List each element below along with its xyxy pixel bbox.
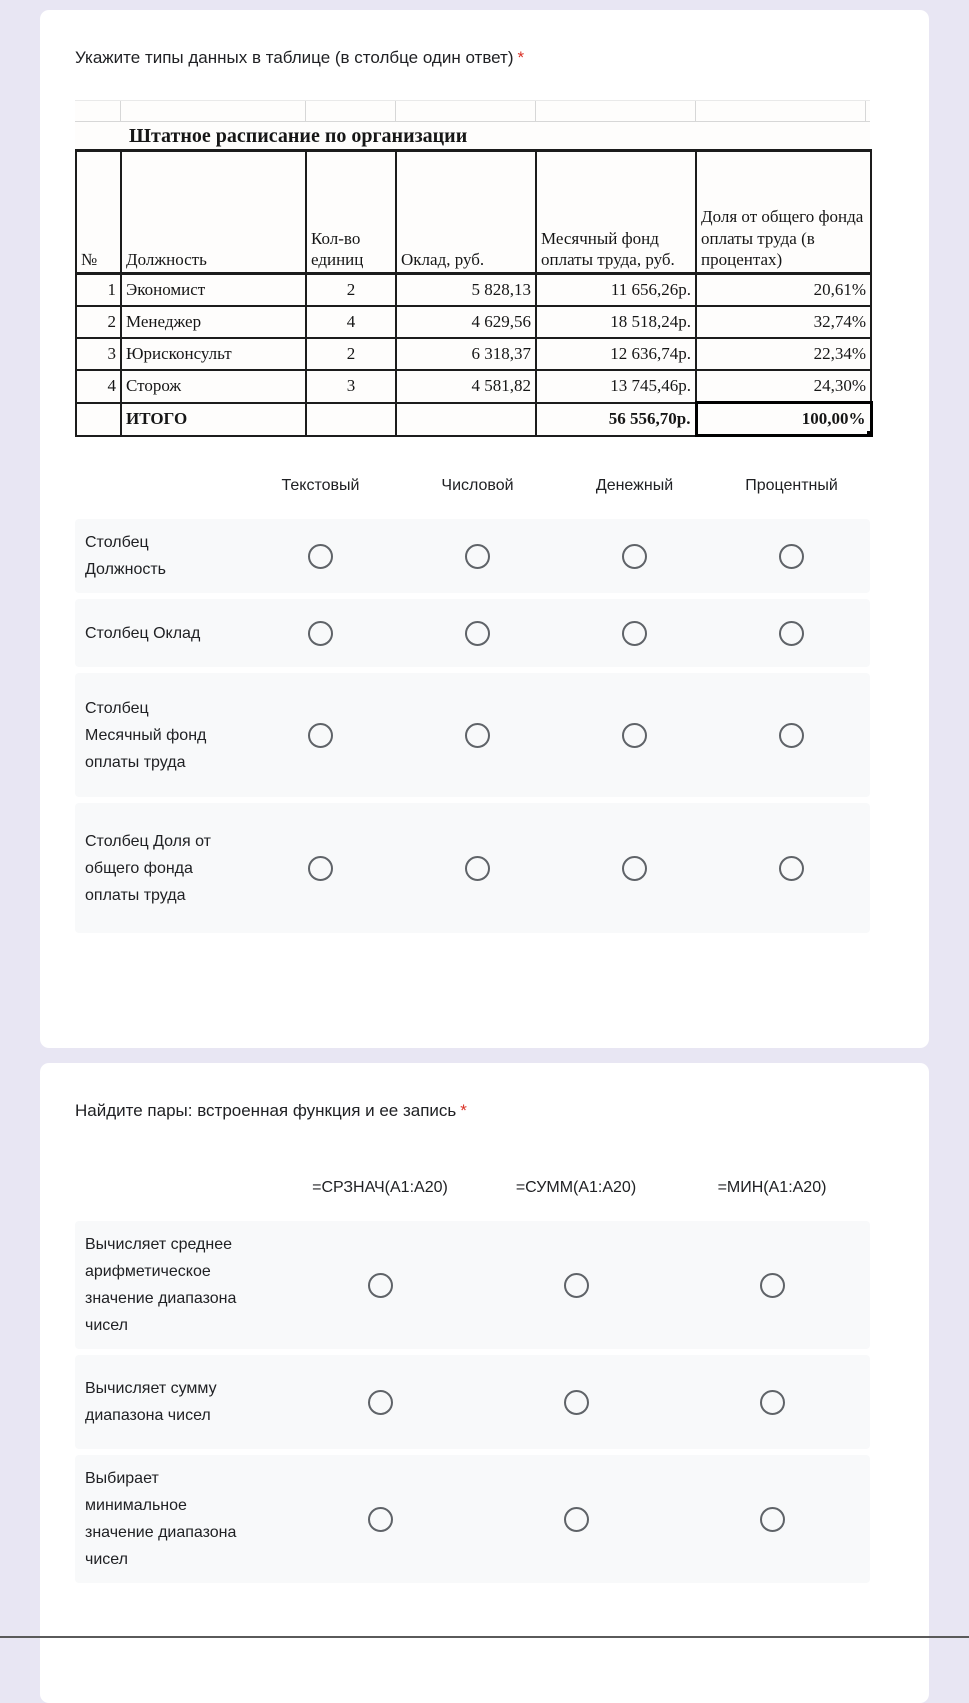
grid-row [75, 1221, 870, 1349]
cell: 4 [306, 306, 396, 338]
cell: 18 518,24р. [536, 306, 696, 338]
grid-col-header: =СРЗНАЧ(A1:A20) [312, 1179, 448, 1196]
table-row [76, 306, 871, 338]
grid-row [75, 599, 870, 667]
cell: 13 745,46р. [536, 370, 696, 403]
spreadsheet-gridline-strip [75, 100, 870, 122]
q2-radio-row1-col0[interactable] [368, 1390, 393, 1415]
cell: 32,74% [696, 306, 871, 338]
cell: 2 [306, 274, 396, 307]
col-header: № [76, 151, 121, 274]
q1-radio-row3-col3[interactable] [779, 856, 804, 881]
grid-col-header: Текстовый [281, 477, 360, 494]
cell: 20,61% [696, 274, 871, 307]
cell [76, 403, 121, 436]
cell: 22,34% [696, 338, 871, 370]
grid-row-label: Столбец Месячный фонд оплаты труда [85, 699, 207, 771]
total-label: ИТОГО [121, 403, 306, 436]
q2-radio-row0-col1[interactable] [564, 1273, 589, 1298]
q1-radio-row1-col2[interactable] [622, 621, 647, 646]
grid-rows [75, 519, 870, 933]
cell: Юрисконсульт [121, 338, 306, 370]
q2-radio-row1-col2[interactable] [760, 1390, 785, 1415]
q1-radio-row0-col1[interactable] [465, 544, 490, 569]
q1-radio-row1-col3[interactable] [779, 621, 804, 646]
q1-radio-row2-col1[interactable] [465, 723, 490, 748]
question-card-2 [40, 1063, 929, 1703]
grid-row-label: Столбец Должность [85, 534, 166, 578]
q1-radio-row1-col1[interactable] [465, 621, 490, 646]
cell: Менеджер [121, 306, 306, 338]
table-title: Штатное расписание по организации [129, 125, 468, 147]
q1-radio-row0-col0[interactable] [308, 544, 333, 569]
q1-radio-row3-col2[interactable] [622, 856, 647, 881]
grid-row [75, 1455, 870, 1583]
cell: 4 [76, 370, 121, 403]
grid-column-headers [75, 477, 870, 495]
q2-radio-row1-col1[interactable] [564, 1390, 589, 1415]
cell: 11 656,26р. [536, 274, 696, 307]
question-title [75, 1099, 894, 1123]
q1-radio-row2-col2[interactable] [622, 723, 647, 748]
grid-row-label: Столбец Оклад [85, 624, 201, 642]
q1-radio-row1-col0[interactable] [308, 621, 333, 646]
cell: 1 [76, 274, 121, 307]
q2-radio-row0-col0[interactable] [368, 1273, 393, 1298]
col-header: Месячный фонд оплаты труда, руб. [536, 151, 696, 274]
cell: 3 [76, 338, 121, 370]
screen-bottom-edge [0, 1636, 969, 1638]
grid-row [75, 803, 870, 933]
answer-grid-q1 [75, 477, 870, 933]
cell: 4 629,56 [396, 306, 536, 338]
grid-col-header: Числовой [441, 477, 514, 494]
required-asterisk: * [517, 48, 525, 67]
grid-row [75, 1355, 870, 1449]
col-header: Доля от общего фонда оплаты труда (в процентах) [696, 151, 871, 274]
cell [396, 403, 536, 436]
q1-radio-row0-col2[interactable] [622, 544, 647, 569]
grid-column-headers [75, 1179, 870, 1197]
col-header: Должность [121, 151, 306, 274]
cell: 2 [76, 306, 121, 338]
grid-rows [75, 1221, 870, 1583]
grid-row [75, 519, 870, 593]
embedded-table-image [75, 100, 870, 437]
cell: 3 [306, 370, 396, 403]
q2-radio-row2-col1[interactable] [564, 1507, 589, 1532]
q1-radio-row2-col0[interactable] [308, 723, 333, 748]
question-title-text: Укажите типы данных в таблице (в столбце один ответ) [75, 48, 514, 67]
cell: 4 581,82 [396, 370, 536, 403]
table-row [76, 274, 871, 307]
total-percent-active-cell: 100,00% [696, 403, 871, 436]
q2-radio-row2-col2[interactable] [760, 1507, 785, 1532]
question-title-text: Найдите пары: встроенная функция и ее запись [75, 1101, 457, 1120]
table-header-row [76, 151, 871, 274]
table-row [76, 370, 871, 403]
cell: 2 [306, 338, 396, 370]
cell: 5 828,13 [396, 274, 536, 307]
answer-grid-q2 [75, 1179, 870, 1583]
staff-table [75, 149, 873, 437]
total-fund: 56 556,70р. [536, 403, 696, 436]
grid-col-header: Денежный [595, 477, 674, 494]
col-header: Кол-во единиц [306, 151, 396, 274]
grid-row-label: Выбирает минимальное значение диапазона чисел [85, 1470, 237, 1568]
grid-row [75, 673, 870, 797]
question-card-1 [40, 10, 929, 1048]
grid-col-header: =СУММ(A1:A20) [515, 1179, 637, 1196]
table-total-row [76, 403, 871, 436]
grid-row-label: Вычисляет сумму диапазона чисел [85, 1380, 217, 1424]
grid-col-header: =МИН(A1:A20) [717, 1179, 827, 1196]
cell: 24,30% [696, 370, 871, 403]
table-row [76, 338, 871, 370]
cell: 6 318,37 [396, 338, 536, 370]
grid-row-label: Столбец Доля от общего фонда оплаты труда [85, 832, 211, 904]
cell: Сторож [121, 370, 306, 403]
cell: Экономист [121, 274, 306, 307]
q1-radio-row0-col3[interactable] [779, 544, 804, 569]
q1-radio-row2-col3[interactable] [779, 723, 804, 748]
grid-row-label: Вычисляет среднее арифметическое значение диапазона чисел [85, 1236, 237, 1334]
q2-radio-row2-col0[interactable] [368, 1507, 393, 1532]
required-asterisk: * [460, 1101, 467, 1120]
question-title [75, 46, 894, 70]
cell [306, 403, 396, 436]
q1-radio-row3-col1[interactable] [465, 856, 490, 881]
grid-col-header: Процентный [745, 477, 838, 494]
col-header: Оклад, руб. [396, 151, 536, 274]
q1-radio-row3-col0[interactable] [308, 856, 333, 881]
cell: 12 636,74р. [536, 338, 696, 370]
q2-radio-row0-col2[interactable] [760, 1273, 785, 1298]
